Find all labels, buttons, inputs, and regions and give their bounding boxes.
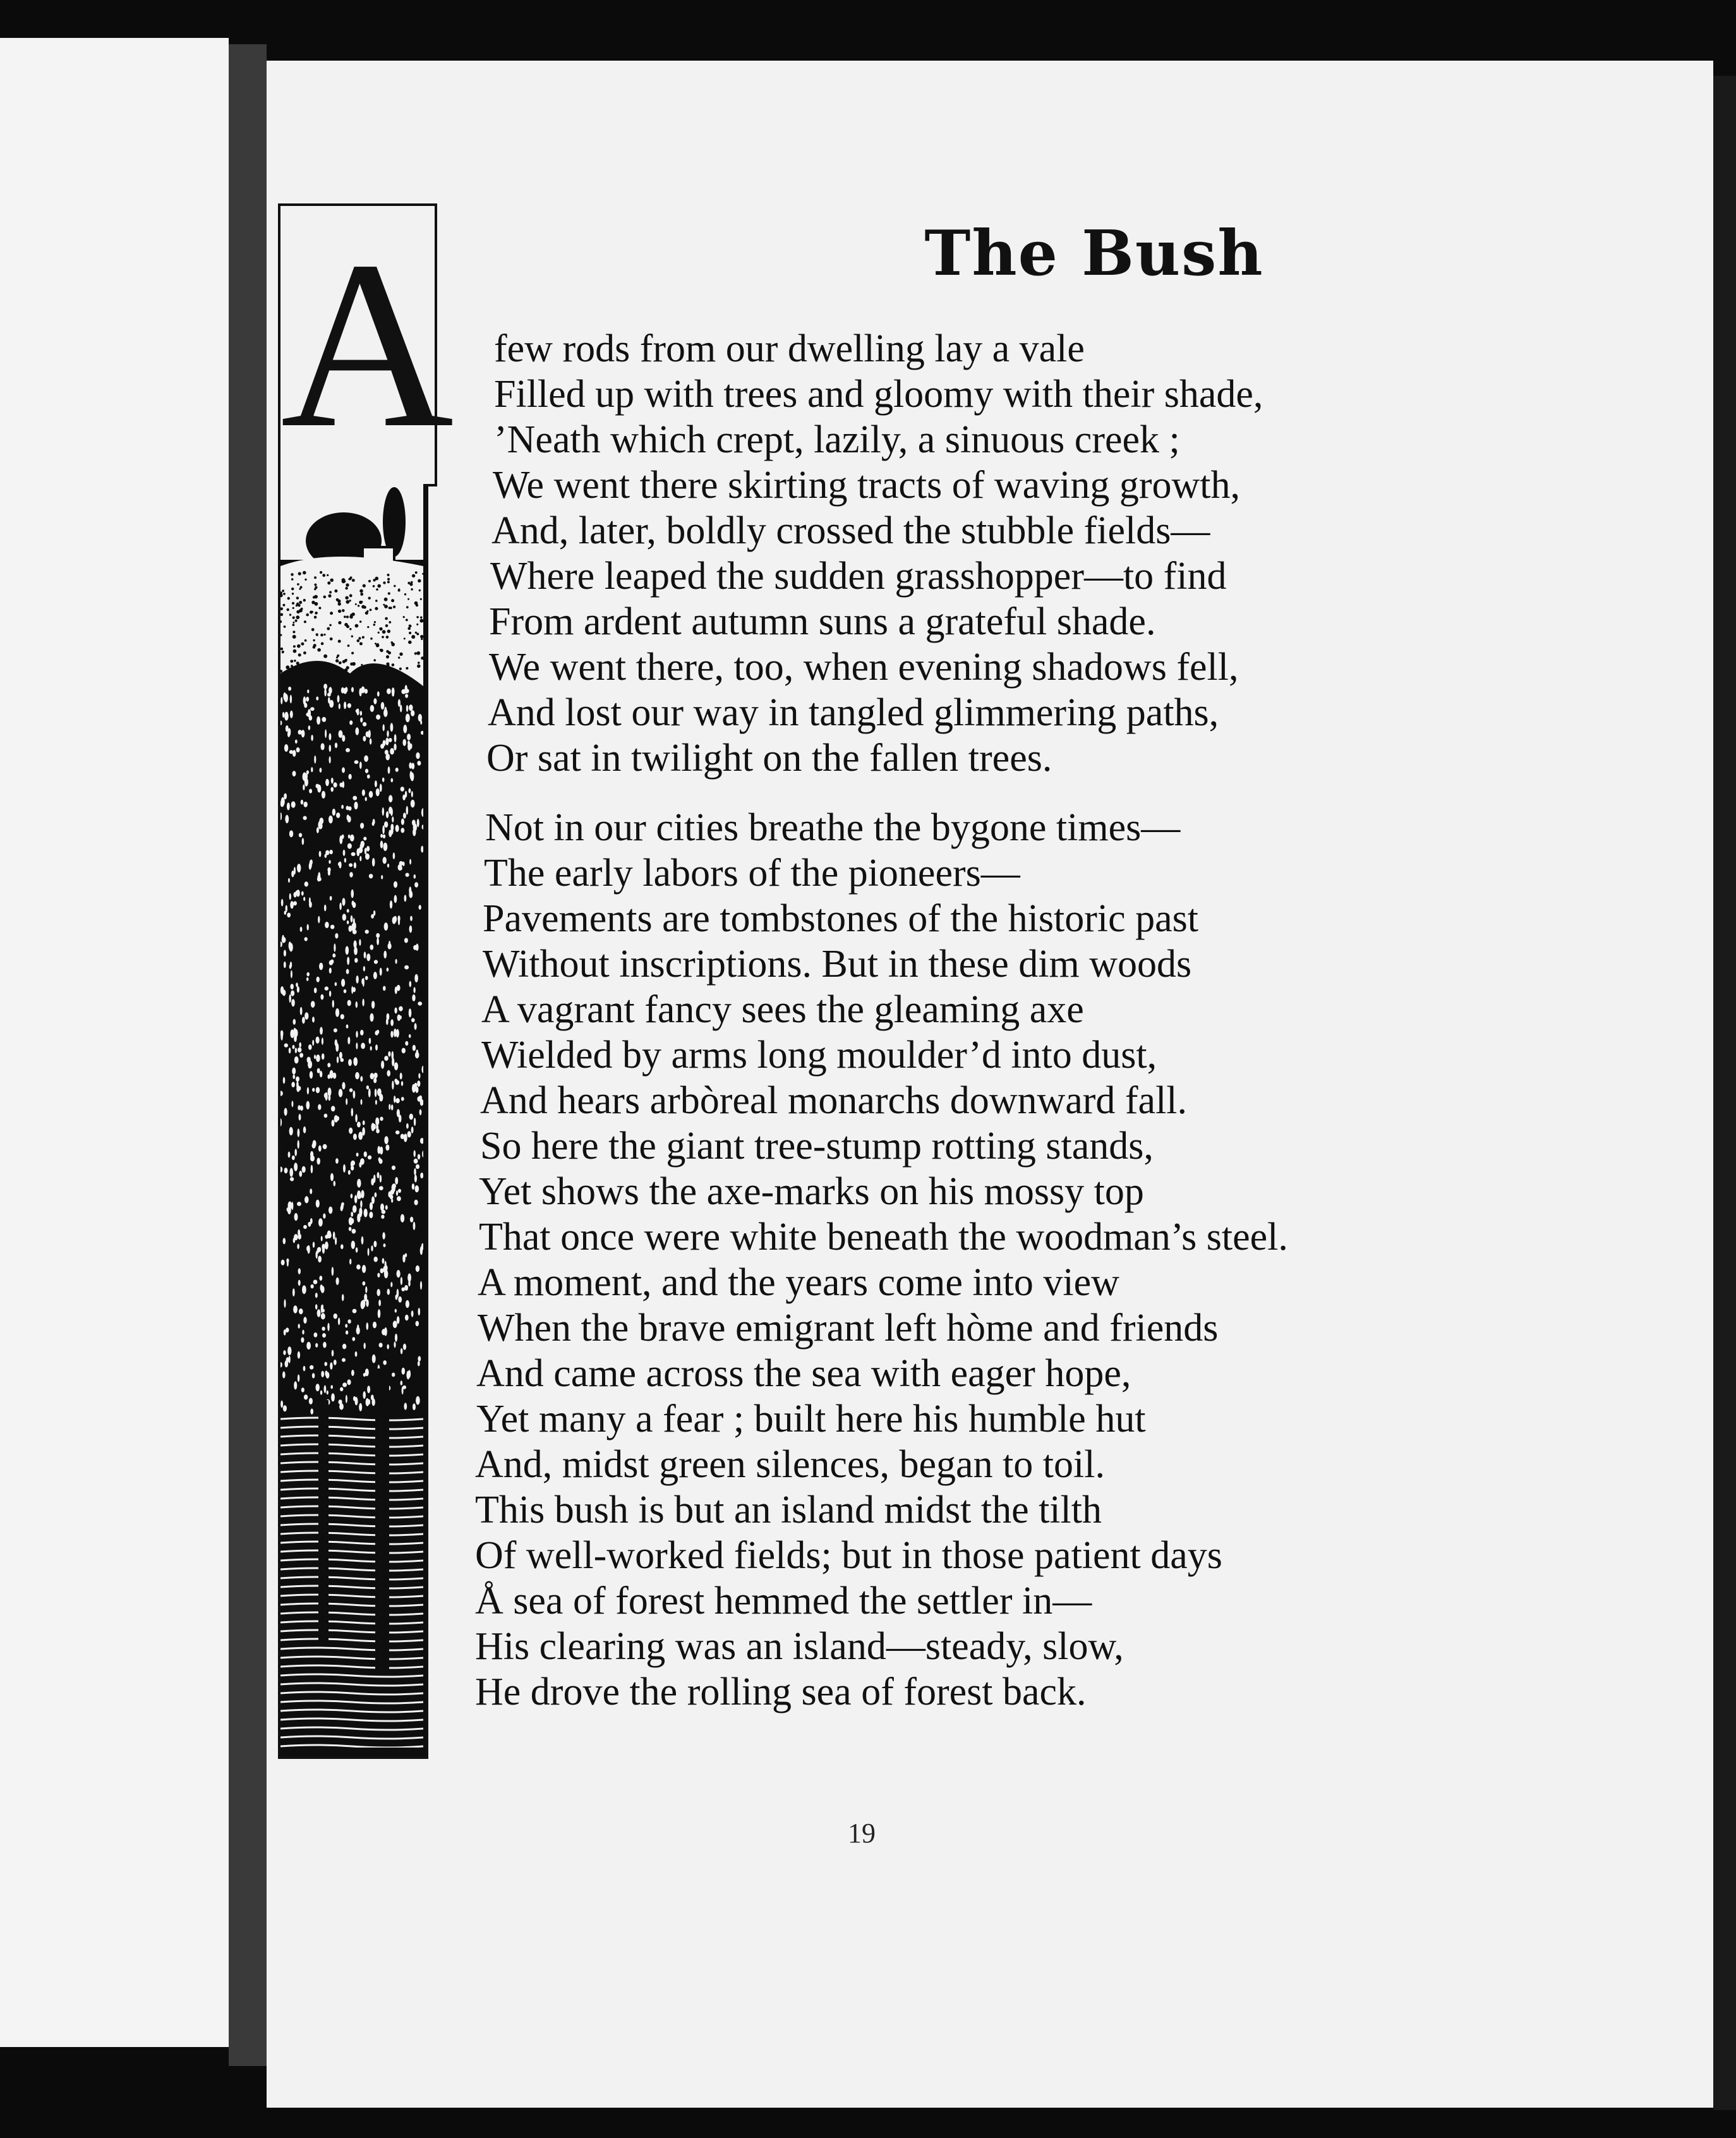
poem-line: Not in our cities breathe the bygone times—: [485, 806, 1181, 849]
drop-cap-initial: A: [280, 212, 454, 478]
poem-line: The early labors of the pioneers—: [484, 852, 1020, 895]
poem-line: That once were white beneath the woodman’s steel.: [479, 1216, 1288, 1259]
poem-line: Without inscriptions. But in these dim woods: [483, 943, 1192, 986]
book-page: [267, 61, 1713, 2108]
poem-line: Yet many a fear ; built here his humble hut: [476, 1398, 1146, 1440]
stanza-1: [475, 326, 1288, 781]
poem-line: Filled up with trees and gloomy with their shade,: [494, 373, 1263, 416]
poem-line: And, midst green silences, began to toil.: [475, 1443, 1105, 1486]
poem-line: We went there, too, when evening shadows fell,: [489, 646, 1239, 689]
poem-line: And lost our way in tangled glimmering paths,: [488, 691, 1219, 734]
poem-line: And, later, boldly crossed the stubble fields—: [491, 509, 1210, 552]
woodland-landscape-illustration: [280, 484, 423, 1748]
poem-line: So here the giant tree-stump rotting stands,: [480, 1125, 1154, 1168]
book-gutter: [229, 44, 267, 2066]
stanza-2: [475, 805, 1288, 1715]
poem-line: And came across the sea with eager hope,: [476, 1352, 1131, 1395]
poem-body: [475, 326, 1288, 1739]
poem-line: And hears arbòreal monarchs downward fall.: [480, 1079, 1188, 1122]
poem-line: A vagrant fancy sees the gleaming axe: [481, 988, 1084, 1031]
page-number: 19: [848, 1818, 876, 1849]
poem-line: From ardent autumn suns a grateful shade.: [489, 600, 1156, 643]
facing-page: [0, 38, 229, 2047]
poem-title: The Bush: [924, 217, 1264, 290]
poem-line: This bush is but an island midst the tilth: [475, 1489, 1102, 1531]
poem-line: ’Neath which crept, lazily, a sinuous creek ;: [494, 418, 1180, 461]
poem-line: He drove the rolling sea of forest back.: [475, 1670, 1087, 1713]
poem-line: Pavements are tombstones of the historic past: [483, 897, 1198, 940]
poem-line: Where leaped the sudden grasshopper—to find: [490, 555, 1227, 598]
poem-line: We went there skirting tracts of waving growth,: [493, 464, 1241, 507]
poem-line: A moment, and the years come into view: [478, 1261, 1119, 1304]
poem-line: Yet shows the axe-marks on his mossy top: [479, 1170, 1144, 1213]
poem-line: Of well-worked fields; but in those patient days: [475, 1534, 1222, 1577]
poem-line: When the brave emigrant left hòme and friends: [478, 1307, 1219, 1350]
page-edge-shadow: [1713, 76, 1736, 2110]
poem-line: His clearing was an island—steady, slow,: [475, 1625, 1124, 1668]
poem-line: few rods from our dwelling lay a vale: [494, 327, 1085, 370]
poem-line: Å sea of forest hemmed the settler in—: [475, 1579, 1092, 1622]
poem-line: Or sat in twilight on the fallen trees.: [486, 737, 1052, 780]
poem-line: Wielded by arms long moulder’d into dust,: [481, 1034, 1157, 1077]
